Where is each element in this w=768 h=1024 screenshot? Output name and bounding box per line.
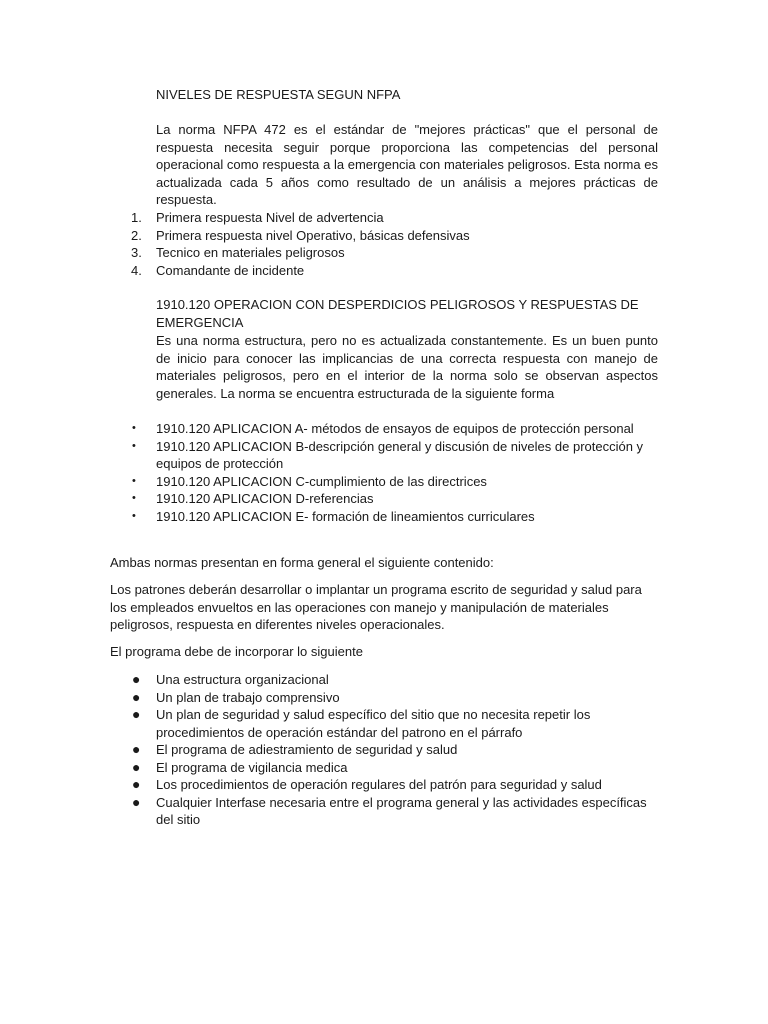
bullet-icon: ●: [132, 776, 141, 792]
list-item-text: 1910.120 APLICACION C-cumplimiento de las directrices: [156, 473, 487, 489]
bullet-icon: •: [132, 509, 136, 522]
bullet-icon: ●: [132, 741, 141, 757]
program-intro: El programa debe de incorporar lo siguiente: [110, 644, 363, 659]
list-item: [131, 262, 658, 280]
list-item-text: 1910.120 APLICACION B-descripción general y discusión de niveles de protección y equipos de protección: [156, 438, 644, 471]
intro-paragraph: La norma NFPA 472 es el estándar de "mejores prácticas" que el personal de respuesta necesita seguir porque proporciona las competencias del personal operacional como respuesta a la emergencia con materiales peligrosos. Esta norma es actualizada cada 5 años como resultado de un análisis a mejores prácticas de respuesta.: [156, 122, 658, 207]
bullet-icon: ●: [132, 706, 141, 722]
response-levels-list: [131, 209, 658, 279]
section-1910-body: Es una norma estructura, pero no es actualizada constantemente. Es un buen punto de inicio para conocer las implicancias de una correcta respuesta con manejo de materiales peligrosos, pero en el interior de la norma solo se observan aspectos generales. La norma se encuentra estructurada de la siguiente forma: [156, 333, 658, 401]
list-number: 3.: [131, 245, 142, 260]
list-item-text: Primera respuesta Nivel de advertencia: [156, 210, 384, 225]
list-number: 4.: [131, 262, 142, 278]
list-item: [132, 758, 658, 777]
list-item-text: Tecnico en materiales peligrosos: [156, 245, 345, 260]
list-item: [131, 227, 658, 245]
both-norms-heading: Ambas normas presentan en forma general el siguiente contenido:: [110, 555, 494, 570]
list-item-text: 1910.120 APLICACION A- métodos de ensayos de equipos de protección personal: [156, 421, 634, 436]
list-item: [132, 490, 658, 508]
list-item: [131, 244, 658, 262]
list-item-text: 1910.120 APLICACION D-referencias: [156, 491, 374, 506]
list-item: [131, 209, 658, 227]
list-item: [132, 473, 658, 491]
bullet-icon: ●: [132, 758, 141, 775]
list-item-text: Comandante de incidente: [156, 262, 305, 278]
program-list: [132, 671, 658, 829]
appendix-list: [132, 420, 658, 525]
list-item-text: Los procedimientos de operación regulares del patrón para seguridad y salud: [156, 777, 602, 792]
list-number: 2.: [131, 227, 142, 243]
list-item: [132, 688, 658, 707]
list-item-text: Cualquier Interfase necesaria entre el programa general y las actividades específicas del sitio: [156, 794, 647, 827]
list-item: [132, 508, 658, 526]
bullet-icon: ●: [132, 688, 141, 705]
list-item-text: Un plan de seguridad y salud específico del sitio que no necesita repetir los procedimientos de operación estándar del patrono en el párrafo: [156, 707, 591, 740]
list-item-text: Un plan de trabajo comprensivo: [156, 689, 340, 705]
list-item: [132, 420, 658, 438]
list-item: [132, 741, 658, 759]
list-item-text: El programa de vigilancia medica: [156, 759, 348, 775]
list-item-text: Primera respuesta nivel Operativo, básicas defensivas: [156, 227, 470, 243]
list-item-text: El programa de adiestramiento de seguridad y salud: [156, 742, 458, 757]
bullet-icon: ●: [132, 793, 141, 810]
list-item-text: 1910.120 APLICACION E- formación de lineamientos curriculares: [156, 508, 535, 524]
list-item: [132, 706, 658, 741]
list-item: [132, 776, 658, 794]
list-item: [132, 671, 658, 689]
bullet-icon: •: [132, 439, 136, 452]
employers-paragraph: Los patrones deberán desarrollar o implantar un programa escrito de seguridad y salud para los empleados envueltos en las operaciones con manejo y manipulación de materiales peligrosos, respuesta en diferentes niveles operacionales.: [110, 582, 642, 632]
section-1910-title: 1910.120 OPERACION CON DESPERDICIOS PELIGROSOS Y RESPUESTAS DE EMERGENCIA: [156, 297, 639, 330]
bullet-icon: •: [132, 422, 136, 434]
list-item: [132, 793, 658, 829]
list-item-text: Una estructura organizacional: [156, 672, 329, 687]
bullet-icon: •: [132, 492, 136, 504]
list-number: 1.: [131, 210, 142, 225]
list-item: [132, 438, 658, 473]
document-title: NIVELES DE RESPUESTA SEGUN NFPA: [156, 87, 401, 102]
bullet-icon: •: [132, 474, 136, 487]
bullet-icon: ●: [132, 671, 141, 687]
